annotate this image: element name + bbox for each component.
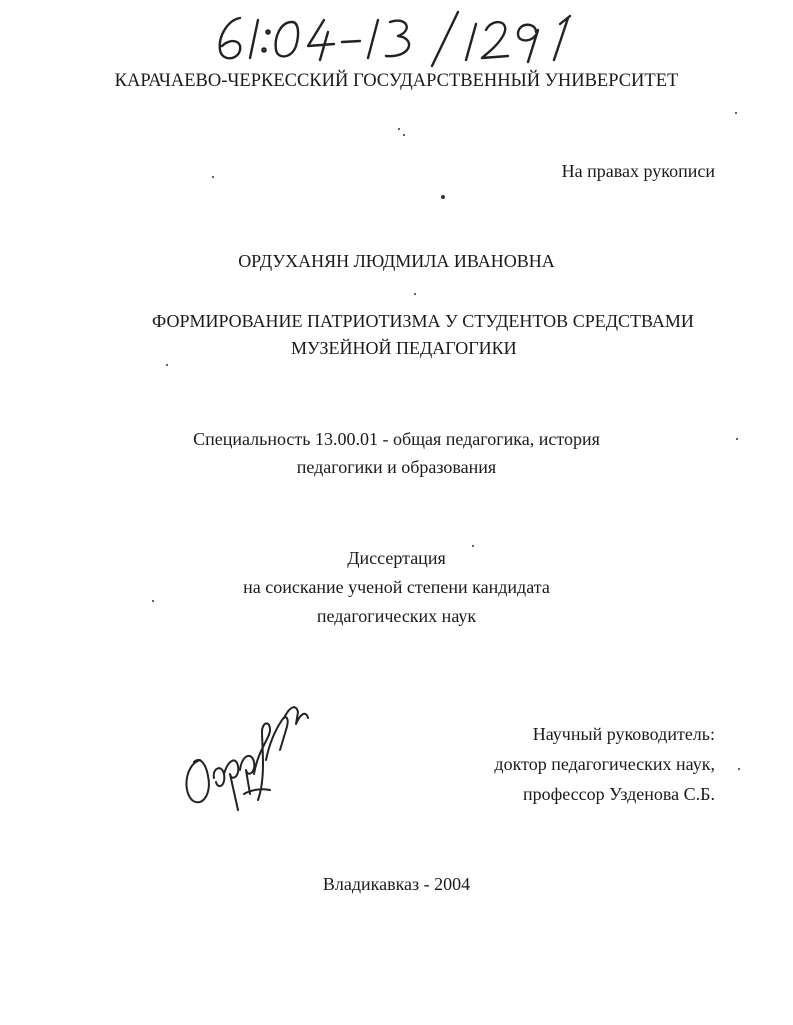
handwritten-archive-number bbox=[200, 8, 600, 70]
scan-speck bbox=[735, 112, 737, 114]
dissertation-field-line: педагогических наук bbox=[316, 606, 477, 626]
title-line-1: ФОРМИРОВАНИЕ ПАТРИОТИЗМА У СТУДЕНТОВ СРЕДСТВАМИ bbox=[152, 311, 694, 331]
dissertation-label: Диссертация bbox=[347, 548, 446, 568]
scan-speck bbox=[414, 293, 416, 295]
scan-speck bbox=[166, 364, 168, 366]
place-and-year: Владикавказ - 2004 bbox=[322, 874, 471, 894]
scan-speck bbox=[403, 134, 405, 136]
specialty-line-1: Специальность 13.00.01 - общая педагогика, история bbox=[193, 429, 600, 449]
scan-speck bbox=[398, 128, 400, 130]
scan-speck bbox=[472, 545, 474, 547]
dissertation-degree-line: на соискание ученой степени кандидата bbox=[243, 577, 550, 597]
rights-note: На правах рукописи bbox=[561, 161, 715, 181]
supervisor-label: Научный руководитель: bbox=[532, 724, 715, 744]
supervisor-name: профессор Узденова С.Б. bbox=[522, 784, 715, 804]
scan-speck bbox=[152, 600, 154, 602]
author-signature bbox=[178, 690, 318, 820]
scan-speck bbox=[736, 438, 738, 440]
title-line-2: МУЗЕЙНОЙ ПЕДАГОГИКИ bbox=[291, 338, 517, 358]
scan-speck bbox=[441, 195, 445, 199]
supervisor-degree: доктор педагогических наук, bbox=[494, 754, 715, 774]
scan-speck bbox=[738, 768, 740, 770]
specialty-line-2: педагогики и образования bbox=[296, 457, 497, 477]
author-name: ОРДУХАНЯН ЛЮДМИЛА ИВАНОВНА bbox=[238, 251, 555, 271]
university-name: КАРАЧАЕВО-ЧЕРКЕССКИЙ ГОСУДАРСТВЕННЫЙ УНИВЕРСИТЕТ bbox=[114, 71, 679, 91]
scan-speck bbox=[212, 176, 214, 178]
